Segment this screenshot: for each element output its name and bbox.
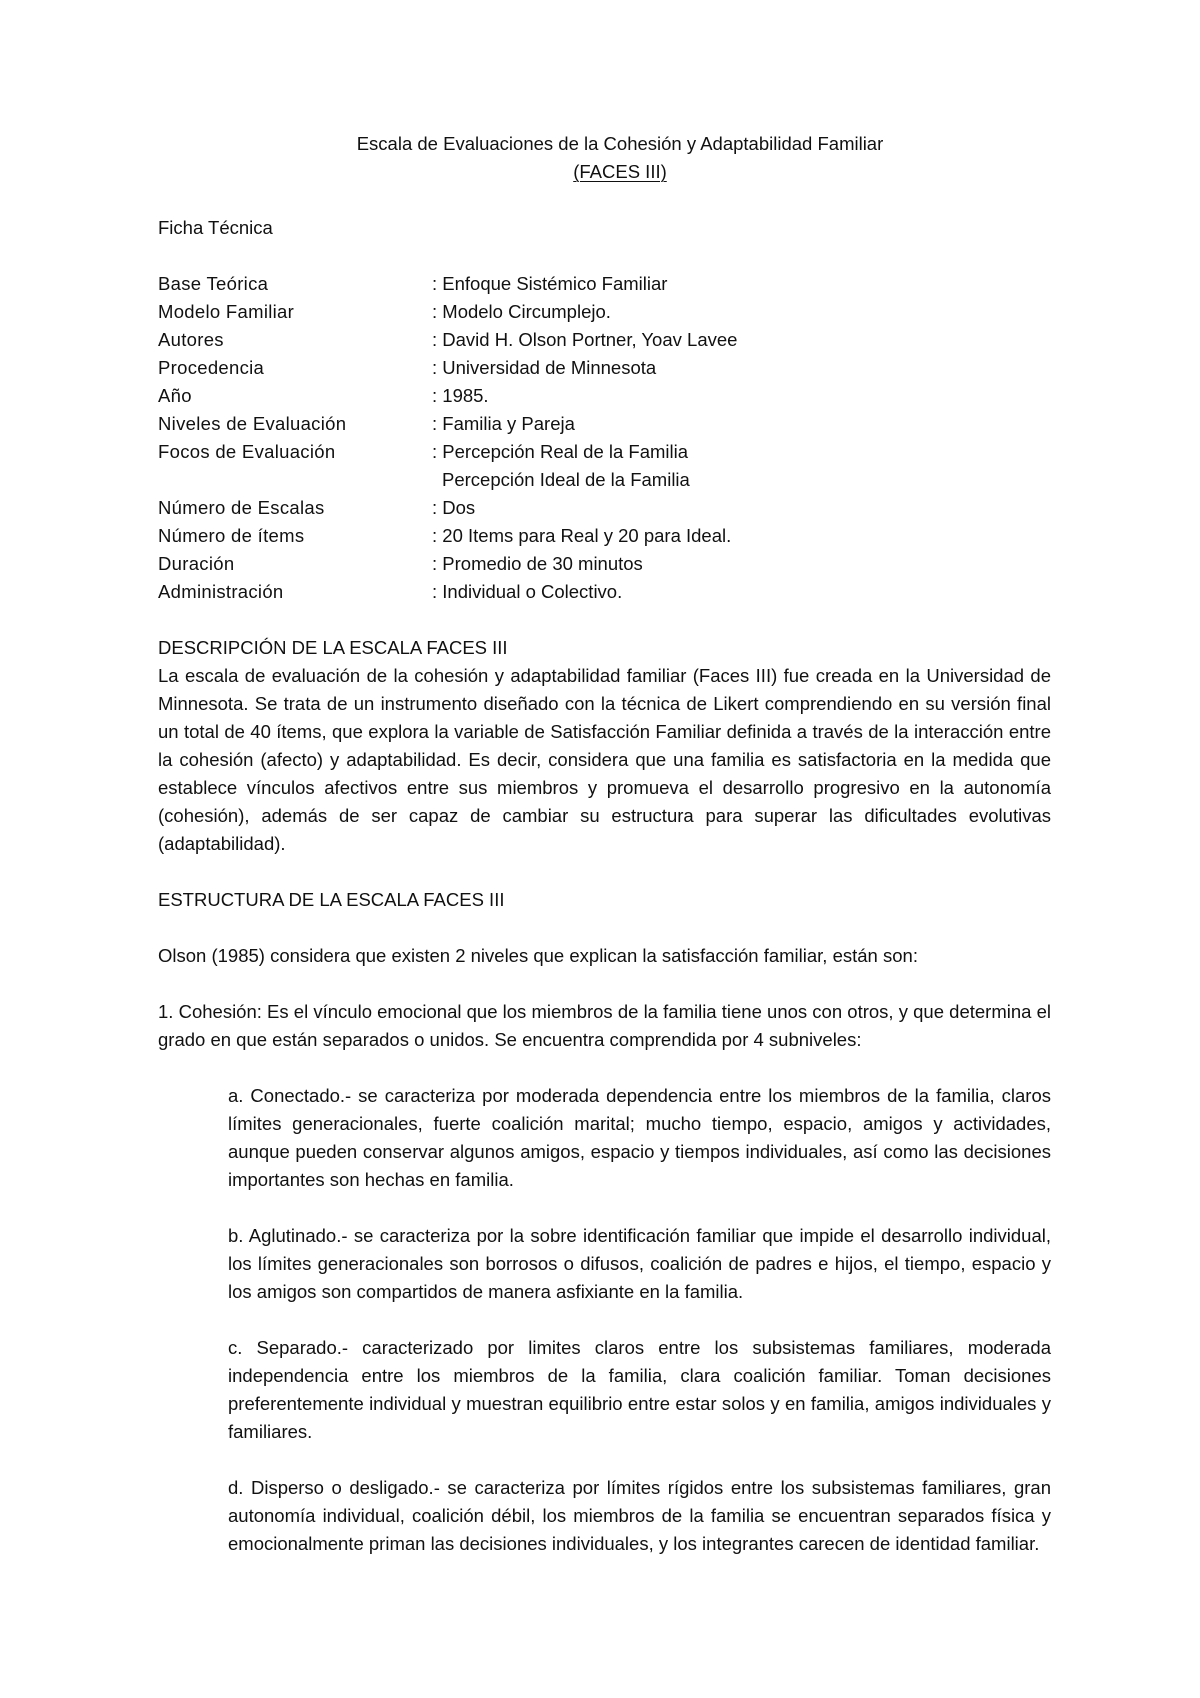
tech-value-continuation bbox=[432, 466, 1058, 494]
tech-label: Número de Escalas bbox=[158, 497, 325, 518]
document-title bbox=[0, 130, 1200, 186]
tech-value: : Familia y Pareja bbox=[432, 413, 575, 434]
title-line-2 bbox=[0, 158, 1200, 186]
tech-label bbox=[158, 466, 432, 494]
tech-row bbox=[158, 578, 1058, 606]
tech-value: : David H. Olson Portner, Yoav Lavee bbox=[432, 329, 738, 350]
tech-row bbox=[158, 466, 1058, 494]
tech-label: Administración bbox=[158, 581, 284, 602]
subnivel-disperso: d. Disperso o desligado.- se caracteriza por límites rígidos entre los subsistemas familiares, gran autonomía individual, coalición débil, los miembros de la familia se encuentran separados física y emocionalmente priman las decisiones individuales, y los integrantes carecen de identidad familiar. bbox=[228, 1477, 1051, 1554]
tech-label: Número de ítems bbox=[158, 525, 305, 546]
tech-row bbox=[158, 438, 1058, 466]
tech-value: : 20 Items para Real y 20 para Ideal. bbox=[432, 525, 732, 546]
descripcion-heading: DESCRIPCIÓN DE LA ESCALA FACES III bbox=[158, 637, 508, 658]
descripcion-paragraph: La escala de evaluación de la cohesión y adaptabilidad familiar (Faces III) fue creada en la Universidad de Minnesota. Se trata de un instrumento diseñado con la técnica de Likert comprendiendo en su versión final un total de 40 ítems, que explora la variable de Satisfacción Familiar definida a través de la interacción entre la cohesión (afecto) y adaptabilidad. Es decir, considera que una familia es satisfactoria en la medida que establece vínculos afectivos entre sus miembros y promueva el desarrollo progresivo en la autonomía (cohesión), además de ser capaz de cambiar su estructura para superar las dificultades evolutivas (adaptabilidad). bbox=[158, 665, 1051, 854]
tech-row bbox=[158, 522, 1058, 550]
tech-value: : Promedio de 30 minutos bbox=[432, 553, 643, 574]
tech-label: Año bbox=[158, 385, 192, 406]
tech-row bbox=[158, 326, 1058, 354]
estructura-intro: Olson (1985) considera que existen 2 niveles que explican la satisfacción familiar, están son: bbox=[158, 945, 918, 966]
ficha-tecnica-heading: Ficha Técnica bbox=[158, 217, 273, 238]
ficha-tecnica-table bbox=[158, 270, 1058, 606]
tech-value: : Percepción Real de la Familia bbox=[432, 441, 689, 462]
tech-value: : Dos bbox=[432, 497, 476, 518]
tech-label: Niveles de Evaluación bbox=[158, 413, 347, 434]
tech-label: Procedencia bbox=[158, 357, 265, 378]
tech-label: Autores bbox=[158, 329, 224, 350]
tech-row bbox=[158, 382, 1058, 410]
tech-value: Percepción Ideal de la Familia bbox=[442, 469, 690, 490]
tech-row bbox=[158, 354, 1058, 382]
tech-row bbox=[158, 410, 1058, 438]
title-line-1: Escala de Evaluaciones de la Cohesión y Adaptabilidad Familiar bbox=[356, 133, 884, 154]
tech-value: : 1985. bbox=[432, 385, 489, 406]
estructura-heading: ESTRUCTURA DE LA ESCALA FACES III bbox=[158, 889, 505, 910]
tech-row bbox=[158, 494, 1058, 522]
title-acronym: (FACES III) bbox=[573, 161, 667, 182]
subnivel-conectado: a. Conectado.- se caracteriza por moderada dependencia entre los miembros de la familia, claros límites generacionales, fuerte coalición marital; mucho tiempo, espacio, amigos y actividades, aunque pueden conservar algunos amigos, espacio y tiempos individuales, así como las decisiones importantes son hechas en familia. bbox=[228, 1085, 1051, 1190]
tech-row bbox=[158, 298, 1058, 326]
tech-label: Base Teórica bbox=[158, 273, 269, 294]
tech-value: : Modelo Circumplejo. bbox=[432, 301, 611, 322]
tech-row bbox=[158, 550, 1058, 578]
subnivel-aglutinado: b. Aglutinado.- se caracteriza por la sobre identificación familiar que impide el desarrollo individual, los límites generacionales son borrosos o difusos, coalición de padres e hijos, el tiempo, espacio y los amigos son compartidos de manera asfixiante en la familia. bbox=[228, 1225, 1051, 1302]
subnivel-separado: c. Separado.- caracterizado por limites claros entre los subsistemas familiares, moderada independencia entre los miembros de la familia, clara coalición familiar. Toman decisiones preferentemente individual y muestran equilibrio entre estar solos y en familia, amigos individuales y familiares. bbox=[228, 1337, 1051, 1442]
tech-row bbox=[158, 270, 1058, 298]
cohesion-paragraph: 1. Cohesión: Es el vínculo emocional que los miembros de la familia tiene unos con otros, y que determina el grado en que están separados o unidos. Se encuentra comprendida por 4 subniveles: bbox=[158, 1001, 1051, 1050]
tech-value: : Enfoque Sistémico Familiar bbox=[432, 273, 668, 294]
tech-label: Focos de Evaluación bbox=[158, 441, 336, 462]
tech-label: Modelo Familiar bbox=[158, 301, 295, 322]
tech-value: : Individual o Colectivo. bbox=[432, 581, 623, 602]
tech-label: Duración bbox=[158, 553, 235, 574]
tech-value: : Universidad de Minnesota bbox=[432, 357, 657, 378]
